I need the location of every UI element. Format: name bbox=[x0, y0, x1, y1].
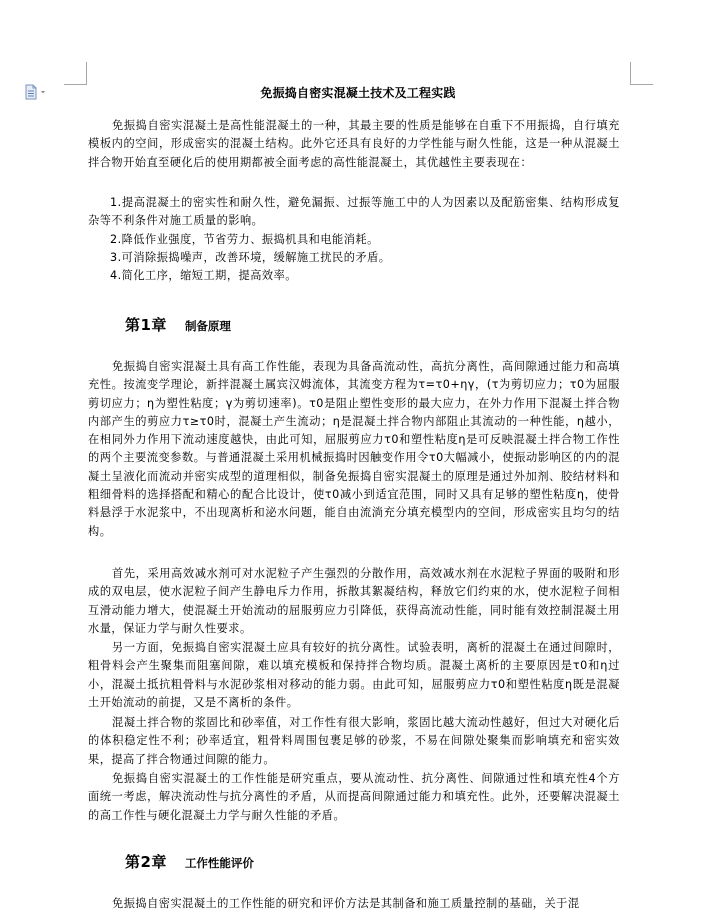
margin-corner-top-right bbox=[630, 62, 653, 85]
body-paragraph: 免振捣自密实混凝土的工作性能的研究和评价方法是其制备和施工质量控制的基础，关于混 bbox=[112, 897, 580, 910]
document-icon[interactable] bbox=[25, 84, 49, 100]
body-paragraph: 免振捣自密实混凝土具有高工作性能，表现为具备高流动性，高抗分离性，高间隙通过能力和高填充性。按流变学理论，新拌混凝土属宾汉姆流体，其流变方程为τ=τ0+ηγ，(τ为剪切应力；τ0为屈服剪切应力；η为塑性粘度；γ为剪切速率)。τ0是阻止塑性变形的最大应力，在外力作用下混凝土拌合物内部产生的剪应力τ≥τ0时，混凝土产生流动；η是混凝土拌合物内部阻止其流动的一种性能，η越小，在相同外力作用下流动速度越快，由此可知，屈服剪应力τ0和塑性粘度η是可反映混凝土拌合物工作性的两个主要流变参数。与普通混凝土采用机械振捣时因触变作用令τ0大幅减小，使振动影响区的内的混凝土呈液化而流动并密实成型的道理相似，制备免振捣自密实混凝土的原理是通过外加剂、胶结材料和粗细骨料的选择搭配和精心的配合比设计，使τ0减小到适宜范围，同时又具有足够的塑性粘度η，使骨料悬浮于水泥浆中，不出现离析和泌水问题，能自由流淌充分填充模型内的空间，形成密实且均匀的结构。 bbox=[88, 360, 620, 538]
advantage-item: 3.可消除振捣噪声，改善环境，缓解施工扰民的矛盾。 bbox=[110, 251, 391, 264]
chapter-heading bbox=[125, 314, 231, 335]
intro-paragraph: 免振捣自密实混凝土是高性能混凝土的一种，其最主要的性质是能够在自重下不用振捣，自行填充模板内的空间，形成密实的混凝土结构。此外它还具有良好的力学性能与耐久性能，这是一种从混凝土拌合物开始直至硬化后的使用期都被全面考虑的高性能混凝土，其优越性主要表现在： bbox=[88, 119, 620, 169]
chapter-number: 第1章 bbox=[125, 316, 167, 334]
chapter-number: 第2章 bbox=[125, 853, 167, 871]
chapter-heading bbox=[125, 851, 254, 872]
advantage-item: 2.降低作业强度，节省劳力、振捣机具和电能消耗。 bbox=[110, 233, 379, 246]
advantage-item: 4.简化工序，缩短工期，提高效率。 bbox=[110, 269, 297, 282]
chapter-title: 制备原理 bbox=[184, 319, 231, 333]
body-paragraph: 另一方面，免振捣自密实混凝土应具有较好的抗分离性。试验表明，离析的混凝土在通过间隙时，粗骨料会产生聚集而阻塞间隙，难以填充模板和保持拌合物均质。混凝土离析的主要原因是τ0和η过小，混凝土抵抗粗骨料与水泥砂浆相对移动的能力弱。由此可知，屈服剪应力τ0和塑性粘度η既是混凝土开始流动的前提，又是不离析的条件。 bbox=[88, 641, 620, 709]
body-paragraph: 混凝土拌合物的浆固比和砂率值，对工作性有很大影响，浆固比越大流动性越好，但过大对硬化后的体积稳定性不利；砂率适宜，粗骨料周围包裹足够的砂浆，不易在间隙处聚集而影响填充和密实效果，提高了拌合物通过间隙的能力。 bbox=[88, 716, 620, 766]
body-paragraph: 免振捣自密实混凝土的工作性能是研究重点，要从流动性、抗分离性、间隙通过性和填充性4个方面统一考虑，解决流动性与抗分离性的矛盾，从而提高间隙通过能力和填充性。此外，还要解决混凝土的高工作性与硬化混凝土力学与耐久性能的矛盾。 bbox=[88, 772, 620, 822]
body-paragraph: 首先，采用高效减水剂可对水泥粒子产生强烈的分散作用，高效减水剂在水泥粒子界面的吸附和形成的双电层，使水泥粒子间产生静电斥力作用，拆散其絮凝结构，释放它们约束的水，使水泥粒子间相互滑动能力增大，使混凝土开始流动的屈服剪应力引降低，获得高流动性能，同时能有效控制混凝土用水量，保证力学与耐久性要求。 bbox=[88, 567, 620, 635]
margin-corner-top-left bbox=[64, 62, 87, 85]
advantage-item: 1.提高混凝土的密实性和耐久性，避免漏振、过振等施工中的人为因素以及配筋密集、结构形成复杂等不利条件对施工质量的影响。 bbox=[88, 196, 620, 228]
document-title: 免振捣自密实混凝土技术及工程实践 bbox=[260, 86, 456, 100]
chapter-title: 工作性能评价 bbox=[184, 856, 254, 870]
